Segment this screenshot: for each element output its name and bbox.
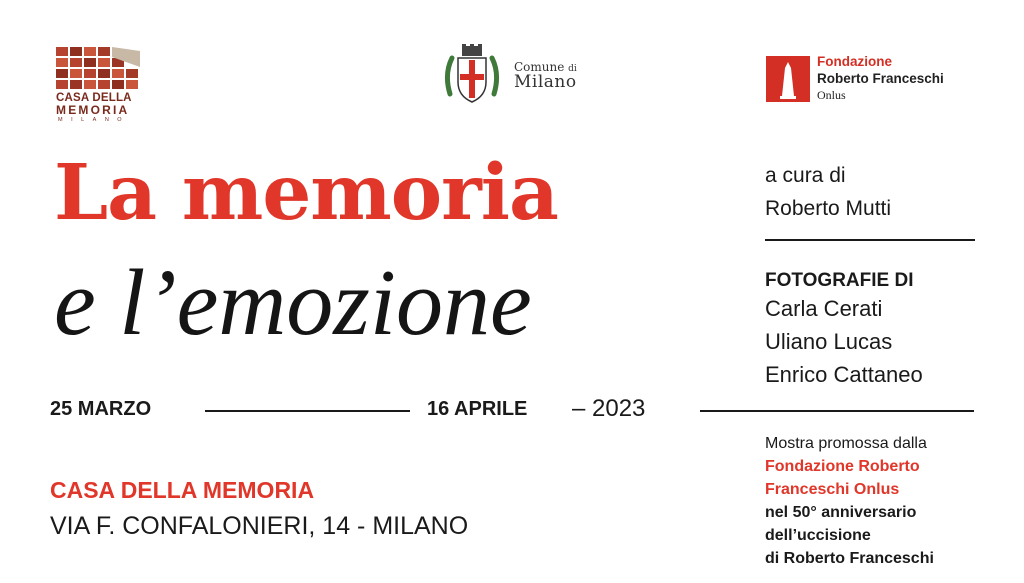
curator-label: a cura di <box>765 164 846 187</box>
promo-intro: Mostra promossa dalla <box>765 435 927 452</box>
promo-line-2: dell’uccisione <box>765 527 871 544</box>
fondazione-label-2: Roberto Franceschi <box>817 71 944 86</box>
promo-organization-line-2: Franceschi Onlus <box>765 481 900 498</box>
comune-city-label: Milano <box>514 72 577 92</box>
casa-logo-line2: MEMORIA <box>56 103 130 117</box>
photographers-heading: FOTOGRAFIE DI <box>765 270 914 291</box>
casa-della-memoria-logo <box>56 47 140 121</box>
date-start: 25 MARZO <box>50 398 152 420</box>
casa-logo-city: MILANO <box>58 117 131 123</box>
comune-di-milano-logo <box>442 42 592 112</box>
curator-divider <box>765 239 975 241</box>
fondazione-franceschi-logo <box>766 54 986 108</box>
tower-logo-icon <box>766 56 810 102</box>
milan-coat-of-arms-icon <box>442 44 502 110</box>
date-year: – 2023 <box>572 395 646 422</box>
casa-logo-line1: CASA DELLA <box>56 92 132 104</box>
promo-line-3: di Roberto Franceschi <box>765 550 934 567</box>
promo-organization-line-1: Fondazione Roberto <box>765 458 920 475</box>
venue-address: VIA F. CONFALONIERI, 14 - MILANO <box>50 512 469 540</box>
photographer-name: Carla Cerati <box>765 296 883 321</box>
comune-label: Comune di <box>514 60 577 74</box>
photographer-name: Uliano Lucas <box>765 329 893 354</box>
title-line-2: e l’emozione <box>54 251 532 355</box>
photographer-name: Enrico Cattaneo <box>765 362 923 387</box>
title-line-1: La memoria <box>54 148 558 238</box>
date-end: 16 APRILE <box>427 398 528 420</box>
fondazione-label-1: Fondazione <box>817 54 892 69</box>
brick-grid-icon <box>56 47 140 91</box>
date-divider-2 <box>700 410 974 412</box>
venue-name: CASA DELLA MEMORIA <box>50 477 315 503</box>
promo-line-1: nel 50° anniversario <box>765 504 917 521</box>
curator-name: Roberto Mutti <box>765 197 892 220</box>
date-divider-1 <box>205 410 410 412</box>
fondazione-label-3: Onlus <box>817 88 846 102</box>
